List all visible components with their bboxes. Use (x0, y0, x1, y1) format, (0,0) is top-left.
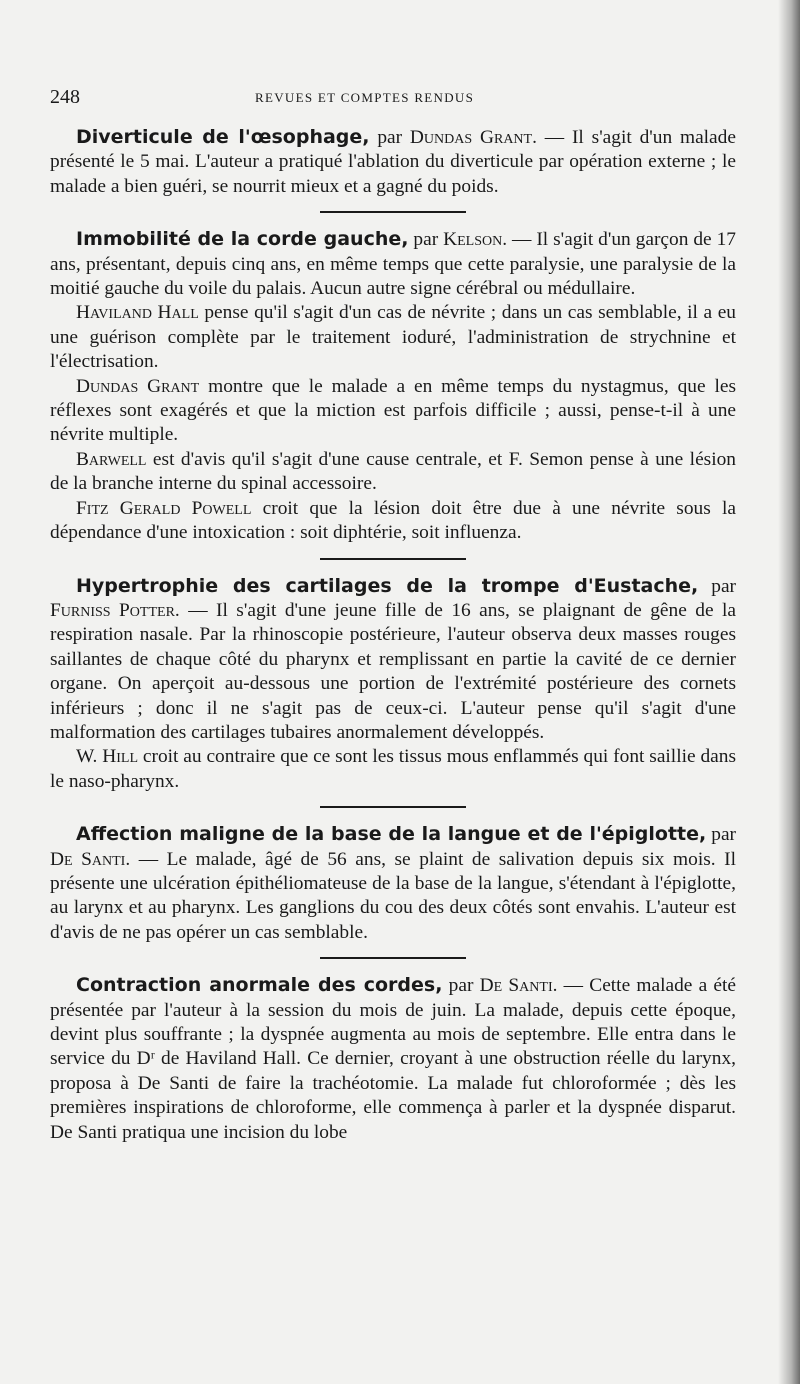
article-title: Affection maligne de la base de la langue et de l'épiglotte, (76, 823, 707, 846)
page-number: 248 (50, 86, 80, 108)
article-paragraph (50, 574, 736, 746)
article-diverticule (50, 125, 736, 199)
byline-prefix: par (706, 824, 737, 846)
author-name: Dundas Grant (409, 127, 533, 148)
page-body (50, 125, 736, 1145)
author-name: Kelson (443, 229, 503, 251)
byline-prefix: par (369, 127, 410, 148)
byline-prefix: par (408, 229, 444, 251)
article-paragraph (50, 745, 736, 794)
article-title: Hypertrophie des cartilages de la trompe d'Eustache, (76, 574, 699, 597)
article-hypertrophie (50, 574, 736, 795)
paragraph-text: pense qu'il s'agit d'un cas de névrite ; dans un cas semblable, il a eu une guérison complète par le traitement ioduré, l'administration de strychnine et l'électrisation. (50, 302, 737, 373)
article-immobilite (50, 227, 736, 545)
article-paragraph (50, 227, 736, 301)
article-paragraph (50, 301, 736, 374)
author-name: De Santi (479, 975, 553, 997)
page-edge-shadow (778, 0, 800, 1384)
paragraph-text: . — Il s'agit d'un garçon de 17 ans, présentant, depuis cinq ans, en même temps que cette paralysie, une paralysie de la moitié gauche du voile du palais. Aucun autre signe cérébral ou médullaire. (50, 229, 736, 300)
paragraph-text: est d'avis qu'il s'agit d'une cause centrale, et F. Semon pense à une lésion de la branche interne du spinal accessoire. (50, 448, 736, 495)
article-paragraph (50, 375, 736, 448)
paragraph-text: croit au contraire que ce sont les tissus mous enflammés qui font saillie dans le naso-pharynx. (50, 746, 736, 792)
article-paragraph (50, 448, 736, 497)
paragraph-text: . — Le malade, âgé de 56 ans, se plaint de salivation depuis six mois. Il présente une ulcération épithéliomateuse de la base de la langue, s'étendant à l'épiglotte, au larynx et au pharynx. Les ganglions du cou des deux côtés sont envahis. L'auteur est d'avis de ne pas opérer un cas semblable. (50, 848, 737, 943)
paragraph-text: . — Il s'agit d'une jeune fille de 16 ans, se plaignant de gêne de la respiration nasale. Par la rhinoscopie postérieure, l'auteur observa deux masses rouges saillantes de chaque côté du pharynx et remplissant en partie la cavité de ce dernier organe. On aperçoit au-dessous une portion de l'extrémité postérieure des cornets inférieurs ; donc il ne s'agit pas de ceux-ci. L'auteur pense qu'il s'agit d'une malformation des cartilages tubaires anormalement développés. (50, 599, 736, 743)
author-name: Fitz Gerald Powell (76, 497, 252, 519)
author-name: Dundas Grant (76, 375, 200, 397)
page-header (50, 86, 730, 112)
article-paragraph (50, 497, 736, 546)
article-title: Contraction anormale des cordes, (76, 974, 443, 997)
article-title: Immobilité de la corde gauche, (76, 228, 409, 251)
author-name: Barwell (76, 448, 147, 470)
paragraph-text: . — Il s'agit d'un malade présenté le 5 mai. L'auteur a pratiqué l'ablation du diverticule par opération externe ; le malade a bien guéri, se nourrit mieux et a gagné du poids. (50, 127, 736, 197)
byline-prefix: par (442, 975, 480, 997)
paragraph-text: croit que la lésion doit être due à une névrite sous la dépendance d'une intoxication : soit diphtérie, soit influenza. (50, 497, 736, 544)
author-name: W. Hill (76, 746, 139, 768)
author-name: Furniss Potter (50, 599, 175, 621)
paragraph-text: . — Cette malade a été présentée par l'auteur à la session du mois de juin. La malade, depuis cette époque, devint plus souffrante ; la dyspnée augmenta au mois de septembre. Elle entra dans le service du Dʳ de Haviland Hall. Ce dernier, croyant à une obstruction réelle du larynx, proposa à De Santi de faire la trachéotomie. La malade fut chloroformée ; dès les premières inspirations de chloroforme, elle commença à parler et la dyspnée disparut. De Santi pratiqua une incision du lobe (50, 975, 736, 1143)
paragraph-text: montre que le malade a en même temps du nystagmus, que les réflexes sont exagérés et que la miction est parfois difficile ; aussi, pense-t-il à une névrite multiple. (50, 375, 736, 446)
running-head: REVUES ET COMPTES RENDUS (255, 90, 475, 105)
article-contraction (50, 973, 736, 1145)
author-name: De Santi (50, 848, 126, 870)
article-affection-maligne (50, 822, 736, 945)
byline-prefix: par (698, 575, 737, 597)
author-name: Haviland Hall (76, 302, 199, 324)
article-paragraph (50, 125, 736, 199)
article-title: Diverticule de l'œsophage, (76, 126, 370, 148)
article-paragraph (50, 822, 736, 945)
article-paragraph (50, 973, 736, 1145)
